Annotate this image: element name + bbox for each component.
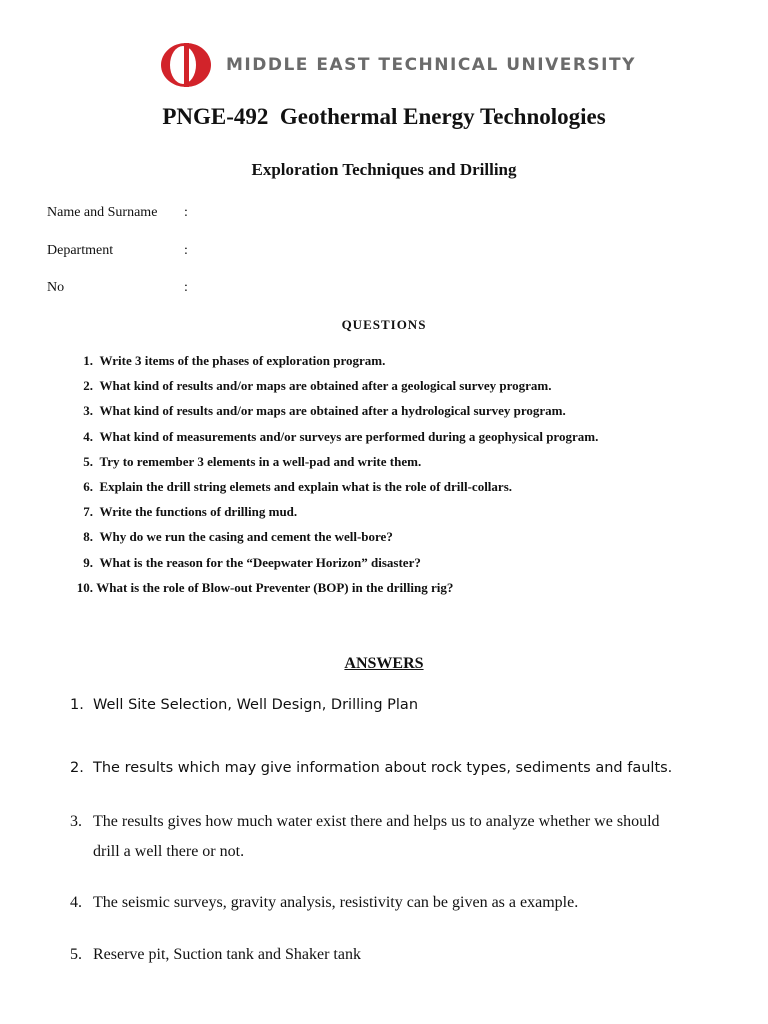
answer-number: 4. bbox=[70, 894, 82, 911]
question-text: What is the role of Blow-out Preventer (BOP) in the drilling rig? bbox=[96, 579, 454, 595]
question-number: 8. bbox=[83, 529, 93, 545]
question-text: Try to remember 3 elements in a well-pad and write them. bbox=[99, 453, 422, 469]
university-header bbox=[160, 40, 636, 90]
answer-number: 1. bbox=[70, 697, 84, 713]
metu-logo-icon bbox=[160, 42, 212, 88]
answer-text: The results which may give information about rock types, sediments and faults. bbox=[93, 760, 673, 776]
question-number: 5. bbox=[83, 453, 93, 469]
name-surname-field bbox=[47, 205, 188, 221]
question-number: 9. bbox=[83, 554, 93, 570]
question-number: 10. bbox=[76, 579, 93, 595]
question-number: 3. bbox=[83, 403, 93, 419]
question-number: 6. bbox=[83, 478, 93, 494]
questions-heading: QUESTIONS bbox=[341, 317, 427, 332]
list-item bbox=[68, 454, 598, 479]
field-label: Name and Surname bbox=[47, 205, 158, 220]
question-text: Write 3 items of the phases of exploration program. bbox=[99, 353, 386, 368]
list-item bbox=[68, 529, 598, 554]
list-item bbox=[68, 555, 598, 580]
university-name: MIDDLE EAST TECHNICAL UNIVERSITY bbox=[226, 55, 636, 75]
number-field bbox=[47, 280, 188, 296]
answer-number: 5. bbox=[70, 946, 82, 963]
answers-heading: ANSWERS bbox=[344, 655, 424, 672]
list-item bbox=[68, 504, 598, 529]
answer-text: Reserve pit, Suction tank and Shaker tank bbox=[93, 946, 361, 963]
list-item bbox=[68, 429, 598, 454]
answer-item bbox=[70, 888, 578, 918]
answer-text: The seismic surveys, gravity analysis, resistivity can be given as a example. bbox=[93, 894, 579, 911]
answer-item bbox=[70, 697, 418, 713]
answer-item bbox=[70, 760, 672, 776]
answer-text: The results gives how much water exist there and helps us to analyze whether we should drill a well there or not. bbox=[93, 813, 660, 860]
course-title: PNGE-492 Geothermal Energy Technologies bbox=[162, 104, 606, 129]
field-label: No bbox=[47, 280, 65, 295]
question-text: Why do we run the casing and cement the well-bore? bbox=[99, 529, 393, 545]
question-number: 4. bbox=[83, 428, 93, 444]
list-item bbox=[68, 378, 598, 403]
question-text: Write the functions of drilling mud. bbox=[99, 504, 298, 520]
field-label: Department bbox=[47, 243, 114, 258]
department-field bbox=[47, 243, 188, 259]
answer-text: Well Site Selection, Well Design, Drilling Plan bbox=[93, 697, 419, 713]
question-text: What is the reason for the “Deepwater Horizon” disaster? bbox=[99, 554, 421, 570]
question-text: Explain the drill string elemets and explain what is the role of drill-collars. bbox=[99, 478, 513, 494]
answer-number: 3. bbox=[70, 813, 82, 830]
question-number: 1. bbox=[83, 353, 93, 368]
list-item bbox=[68, 479, 598, 504]
question-number: 7. bbox=[83, 504, 93, 520]
question-text: What kind of results and/or maps are obtained after a hydrological survey program. bbox=[99, 403, 566, 419]
answer-number: 2. bbox=[70, 760, 84, 776]
field-separator: : bbox=[184, 280, 188, 295]
field-separator: : bbox=[184, 205, 188, 220]
document-subtitle: Exploration Techniques and Drilling bbox=[251, 160, 517, 179]
question-text: What kind of measurements and/or surveys are performed during a geophysical program. bbox=[99, 428, 599, 444]
answer-item bbox=[70, 807, 690, 867]
field-separator: : bbox=[184, 243, 188, 258]
answer-item bbox=[70, 940, 361, 970]
question-text: What kind of results and/or maps are obtained after a geological survey program. bbox=[99, 378, 552, 394]
list-item bbox=[68, 353, 598, 378]
question-number: 2. bbox=[83, 378, 93, 394]
list-item bbox=[68, 580, 598, 605]
question-list bbox=[68, 353, 598, 605]
list-item bbox=[68, 403, 598, 428]
